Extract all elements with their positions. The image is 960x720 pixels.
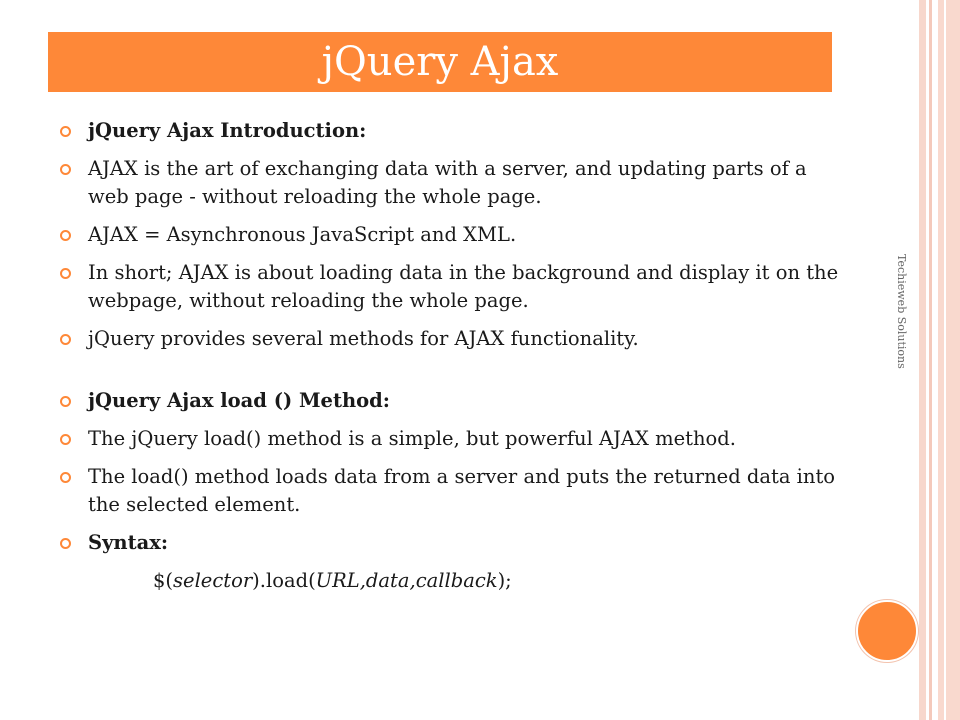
bullet-icon <box>60 164 71 175</box>
bullet-item <box>58 155 848 211</box>
bullet-item <box>58 463 848 519</box>
slide-title: jQuery Ajax <box>48 32 832 92</box>
syntax-prefix: $( <box>153 569 174 592</box>
bullet-icon <box>60 334 71 345</box>
bullet-item <box>58 117 848 145</box>
bullet-icon <box>60 472 71 483</box>
decor-stripe <box>938 0 960 720</box>
bullet-item <box>58 529 848 557</box>
bullet-item <box>58 425 848 453</box>
bullet-text: AJAX is the art of exchanging data with a server, and updating parts of a web page - without reloading the whole page. <box>88 157 807 208</box>
syntax-suffix: ); <box>497 569 512 592</box>
section-gap <box>58 363 848 387</box>
decor-stripe <box>944 0 946 720</box>
bullet-text: In short; AJAX is about loading data in the background and display it on the webpage, without reloading the whole page. <box>88 261 839 312</box>
bullet-item <box>58 387 848 415</box>
bullet-text: The jQuery load() method is a simple, but powerful AJAX method. <box>88 427 736 450</box>
syntax-args: URL,data,callback <box>315 569 498 592</box>
bullet-icon <box>60 126 71 137</box>
syntax-middle: ).load( <box>252 569 316 592</box>
slide-content <box>58 117 848 595</box>
syntax-selector: selector <box>173 569 253 592</box>
decor-circle <box>856 600 918 662</box>
bullet-text: jQuery Ajax Introduction: <box>88 119 367 142</box>
bullet-text: jQuery provides several methods for AJAX functionality. <box>88 327 639 350</box>
decor-stripe <box>919 0 926 720</box>
bullet-text: jQuery Ajax load () Method: <box>88 389 390 412</box>
bullet-text: AJAX = Asynchronous JavaScript and XML. <box>88 223 517 246</box>
syntax-line <box>58 567 848 595</box>
bullet-icon <box>60 434 71 445</box>
bullet-item <box>58 221 848 249</box>
bullet-icon <box>60 268 71 279</box>
bullet-item <box>58 325 848 353</box>
bullet-text: The load() method loads data from a server and puts the returned data into the selected element. <box>88 465 836 516</box>
bullet-item <box>58 259 848 315</box>
bullet-icon <box>60 538 71 549</box>
side-watermark-text: Techieweb Solutions <box>895 254 908 369</box>
bullet-icon <box>60 396 71 407</box>
bullet-icon <box>60 230 71 241</box>
bullet-text: Syntax: <box>88 531 169 554</box>
